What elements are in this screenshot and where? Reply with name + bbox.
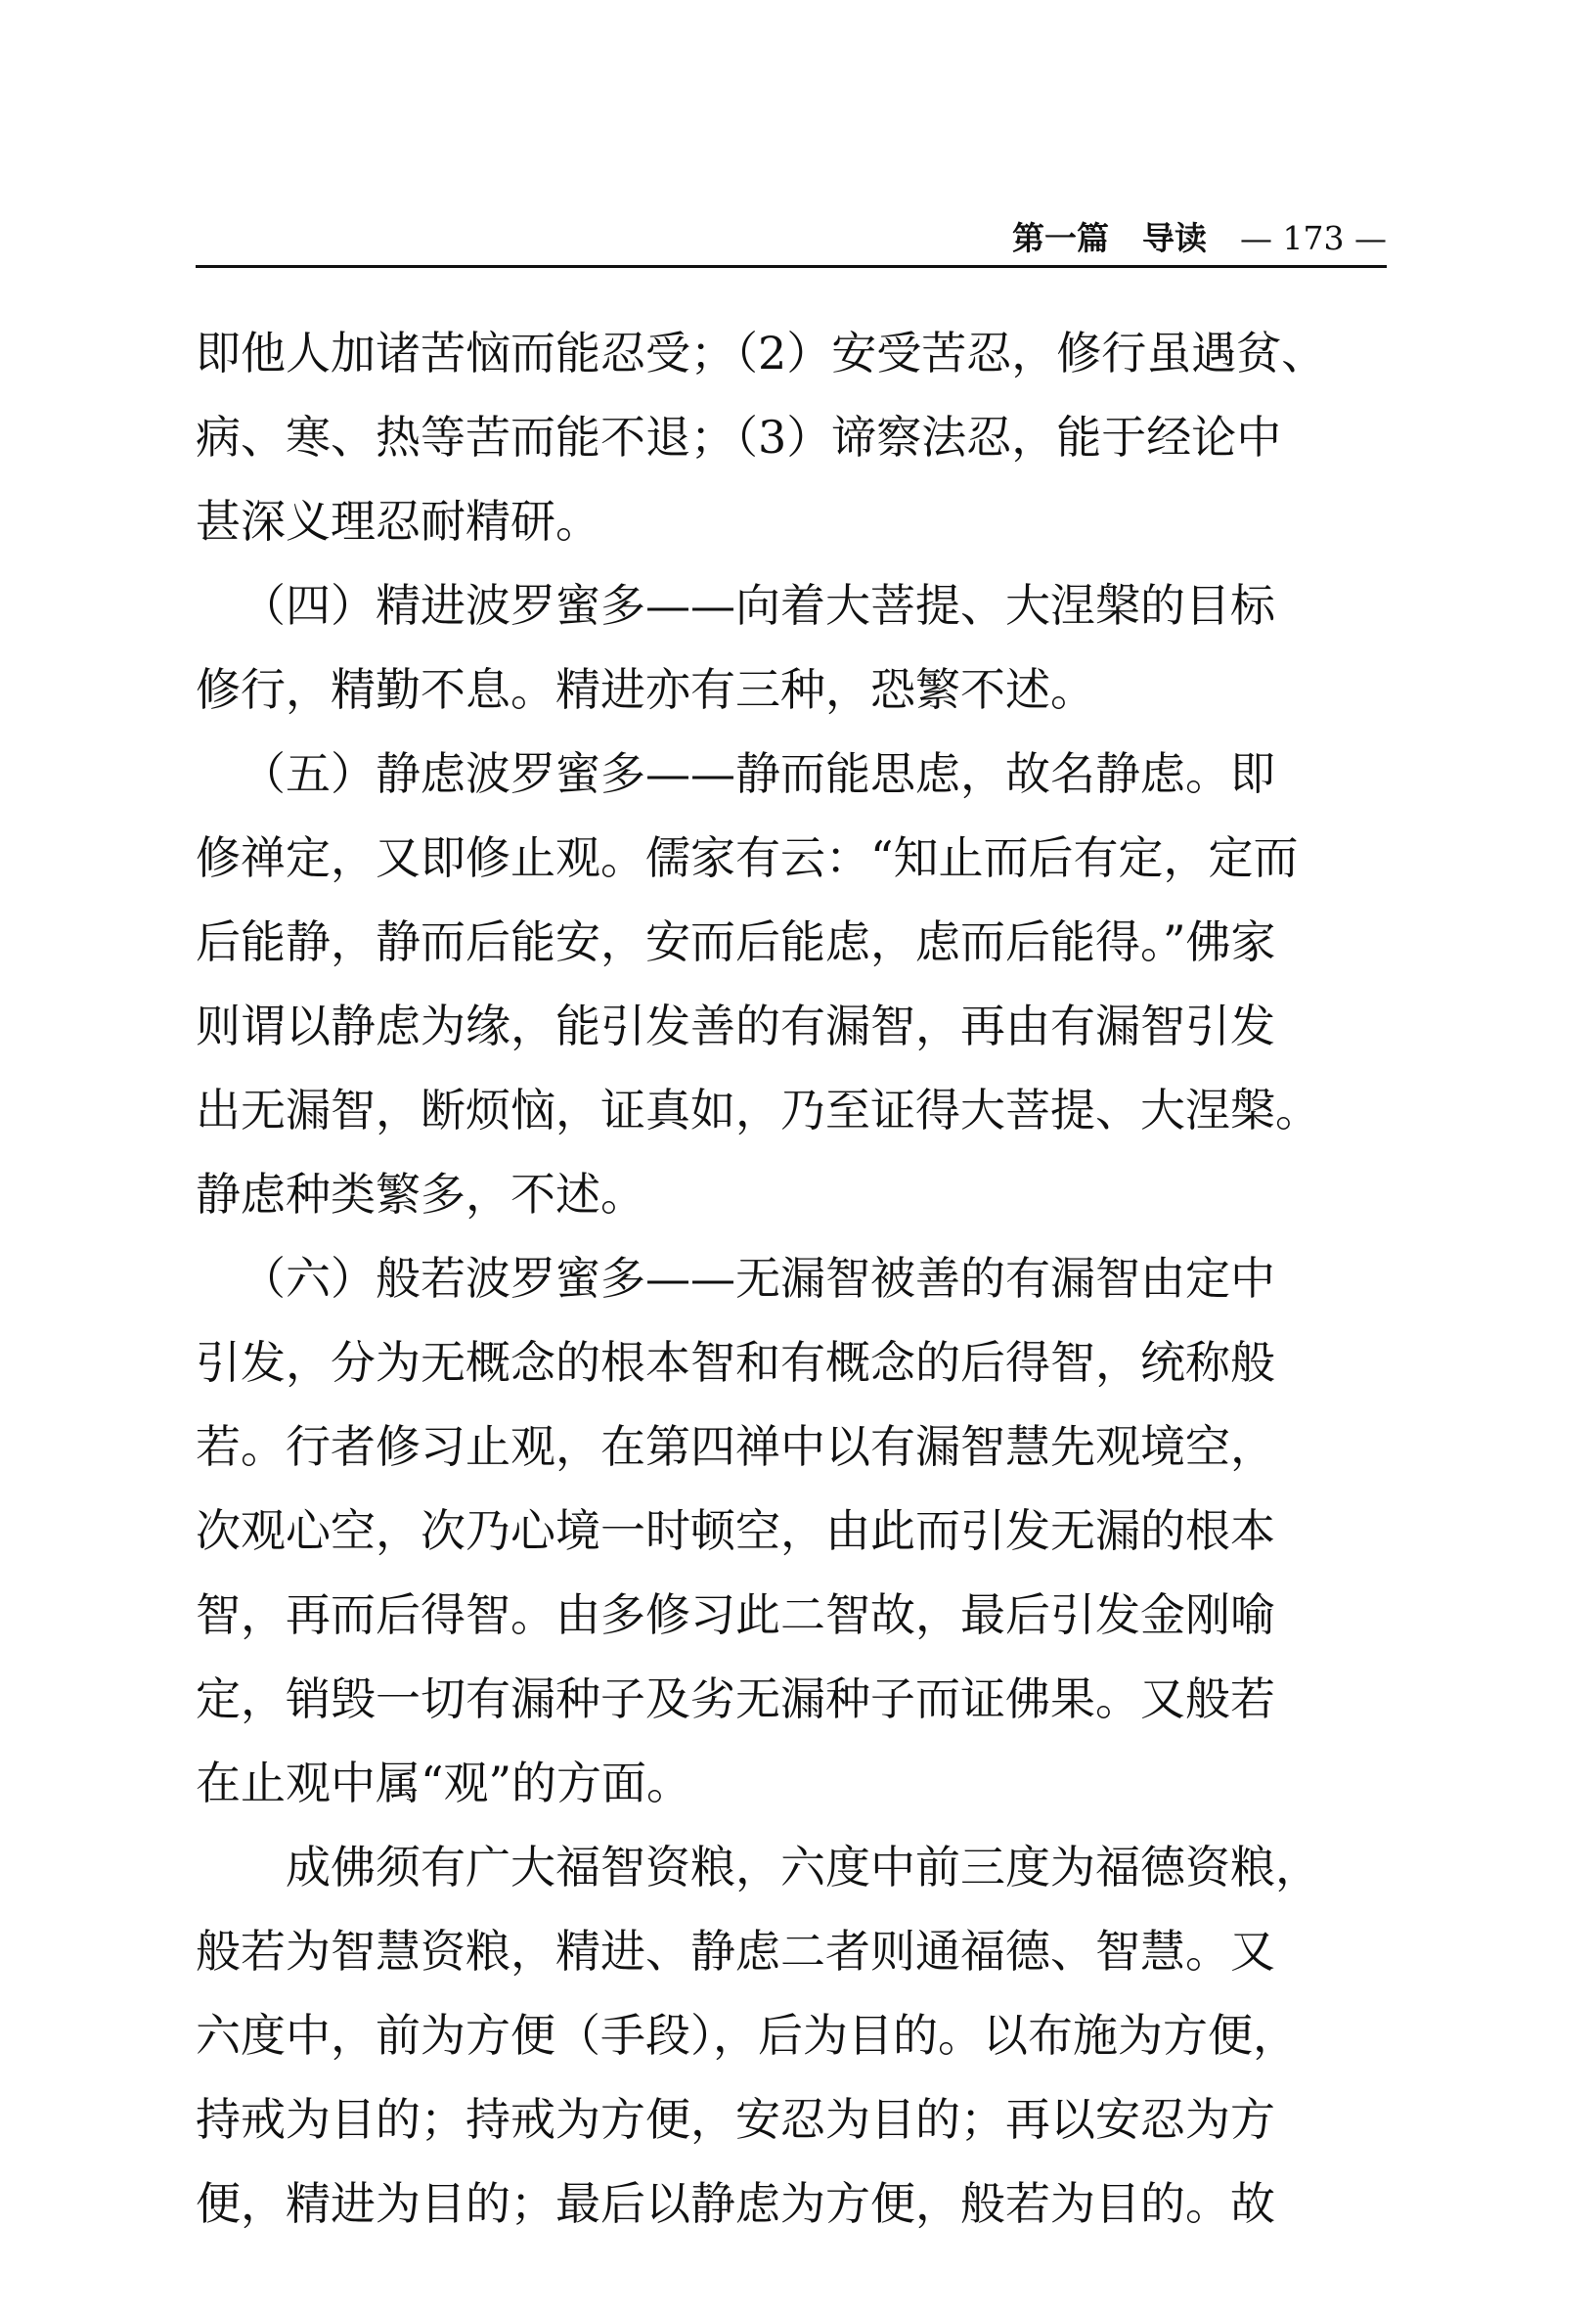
text-line: 智，再而后得智。由多修习此二智故，最后引发金刚喻 — [196, 1588, 1275, 1641]
text-line: 甚深义理忍耐精研。 — [196, 495, 600, 548]
text-line: 即他人加诸苦恼而能忍受；（2）安受苦忍，修行虽遇贫、 — [196, 327, 1327, 379]
text-line: 病、寒、热等苦而能不退；（3）谛察法忍，能于经论中 — [196, 411, 1282, 464]
text-line: 六度中，前为方便（手段），后为目的。以布施为方便， — [196, 2009, 1298, 2062]
section-label: 导读 — [1142, 219, 1208, 257]
text-line: 成佛须有广大福智资粮，六度中前三度为福德资粮， — [286, 1841, 1320, 1893]
running-head — [1012, 217, 1387, 260]
chapter-label: 第一篇 — [1012, 219, 1110, 257]
body-text — [196, 311, 1398, 2246]
text-line: （四）精进波罗蜜多——向着大菩提、大涅槃的目标 — [241, 579, 1275, 632]
text-line: 出无漏智，断烦恼，证真如，乃至证得大菩提、大涅槃。 — [196, 1084, 1320, 1136]
text-line: 般若为智慧资粮，精进、静虑二者则通福德、智慧。又 — [196, 1925, 1275, 1978]
text-line: 引发，分为无概念的根本智和有概念的后得智，统称般 — [196, 1336, 1275, 1389]
text-line: （六）般若波罗蜜多——无漏智被善的有漏智由定中 — [241, 1252, 1275, 1305]
text-line: 次观心空，次乃心境一时顿空，由此而引发无漏的根本 — [196, 1504, 1275, 1557]
text-line: 定，销毁一切有漏种子及劣无漏种子而证佛果。又般若 — [196, 1672, 1275, 1725]
text-line: 修禅定，又即修止观。儒家有云：“知止而后有定，定而 — [196, 831, 1299, 884]
text-line: 修行，精勤不息。精进亦有三种，恐繁不述。 — [196, 663, 1095, 716]
text-line: 后能静，静而后能安，安而后能虑，虑而后能得。”佛家 — [196, 915, 1276, 968]
text-line: 若。行者修习止观，在第四禅中以有漏智慧先观境空， — [196, 1420, 1275, 1473]
text-line: 在止观中属“观”的方面。 — [196, 1757, 692, 1809]
text-line: 则谓以静虑为缘，能引发善的有漏智，再由有漏智引发 — [196, 1000, 1275, 1052]
text-line: 静虑种类繁多，不述。 — [196, 1168, 645, 1221]
text-line: 持戒为目的；持戒为方便，安忍为目的；再以安忍为方 — [196, 2093, 1275, 2146]
text-line: 便，精进为目的；最后以静虑为方便，般若为目的。故 — [196, 2177, 1275, 2230]
page-header — [196, 217, 1387, 268]
page-number: — 173 — — [1240, 219, 1387, 257]
text-line: （五）静虑波罗蜜多——静而能思虑，故名静虑。即 — [241, 747, 1275, 800]
